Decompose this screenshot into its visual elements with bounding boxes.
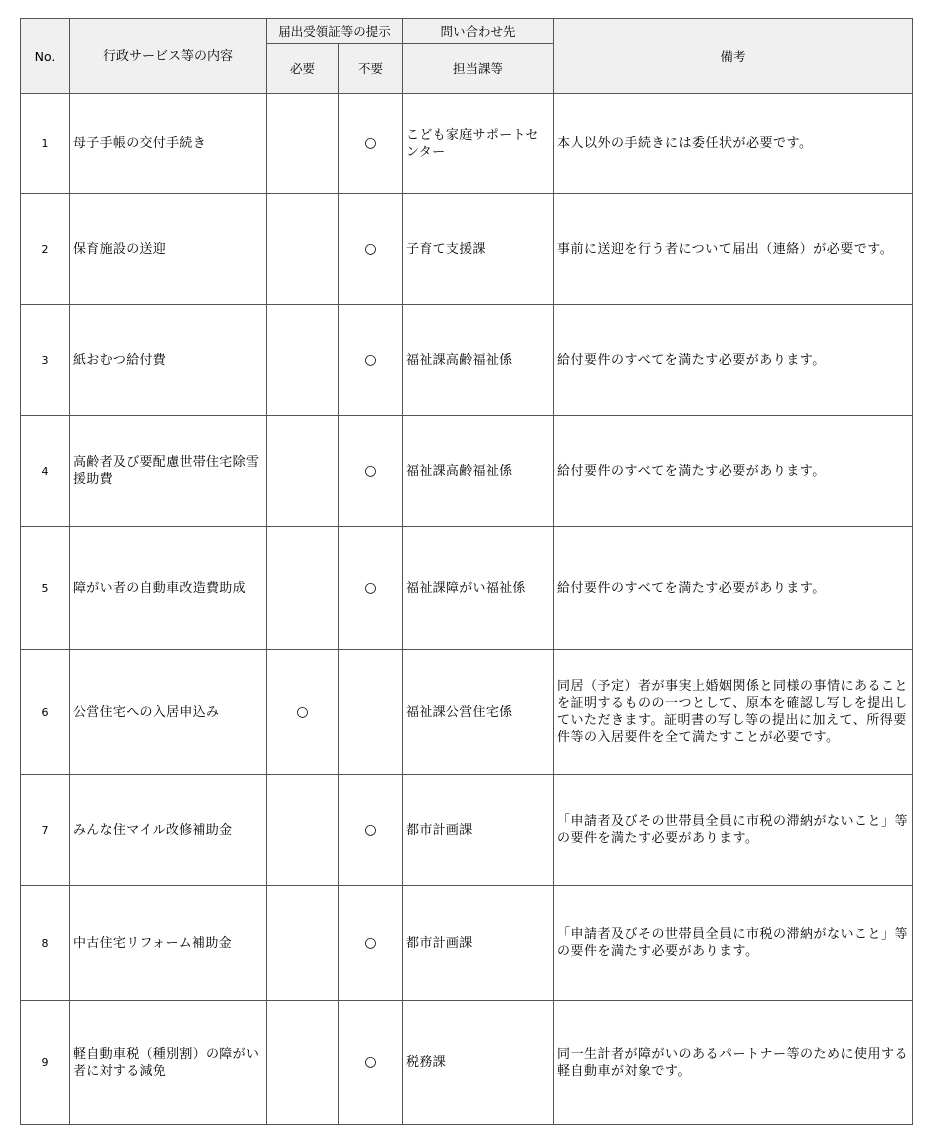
row-department: 福祉課高齢福祉係 <box>403 416 554 527</box>
row-required-mark <box>267 194 339 305</box>
row-no: 9 <box>21 1001 70 1125</box>
header-remarks: 備考 <box>554 19 913 94</box>
table-row <box>21 194 913 305</box>
row-service: 軽自動車税（種別割）の障がい者に対する減免 <box>70 1001 267 1125</box>
row-remarks: 事前に送迎を行う者について届出（連絡）が必要です。 <box>554 194 913 305</box>
row-no: 3 <box>21 305 70 416</box>
table-row <box>21 650 913 775</box>
row-department: 都市計画課 <box>403 775 554 886</box>
row-not-required-mark: ○ <box>339 305 403 416</box>
header-no: No. <box>21 19 70 94</box>
services-table <box>20 18 913 1125</box>
row-service: 中古住宅リフォーム補助金 <box>70 886 267 1001</box>
row-no: 5 <box>21 527 70 650</box>
row-required-mark <box>267 886 339 1001</box>
row-service: 障がい者の自動車改造費助成 <box>70 527 267 650</box>
row-remarks: 給付要件のすべてを満たす必要があります。 <box>554 527 913 650</box>
table-row <box>21 305 913 416</box>
row-required-mark: ○ <box>267 650 339 775</box>
row-service: 母子手帳の交付手続き <box>70 94 267 194</box>
row-not-required-mark: ○ <box>339 194 403 305</box>
row-remarks: 給付要件のすべてを満たす必要があります。 <box>554 416 913 527</box>
row-department: 福祉課障がい福祉係 <box>403 527 554 650</box>
header-service: 行政サービス等の内容 <box>70 19 267 94</box>
table-row <box>21 527 913 650</box>
row-required-mark <box>267 527 339 650</box>
row-not-required-mark: ○ <box>339 94 403 194</box>
row-not-required-mark: ○ <box>339 1001 403 1125</box>
row-department: こども家庭サポートセンター <box>403 94 554 194</box>
row-department: 福祉課高齢福祉係 <box>403 305 554 416</box>
row-department: 都市計画課 <box>403 886 554 1001</box>
row-required-mark <box>267 1001 339 1125</box>
row-remarks: 同居（予定）者が事実上婚姻関係と同様の事情にあることを証明するものの一つとして、原本を確認し写しを提出していただきます。証明書の写し等の提出に加えて、所得要件等の入居要件を全て満たすことが必要です。 <box>554 650 913 775</box>
row-service: 高齢者及び要配慮世帯住宅除雪援助費 <box>70 416 267 527</box>
row-no: 1 <box>21 94 70 194</box>
header-presentation-group: 届出受領証等の提示 <box>267 19 403 44</box>
row-service: 公営住宅への入居申込み <box>70 650 267 775</box>
table-row <box>21 416 913 527</box>
header-contact-group: 問い合わせ先 <box>403 19 554 44</box>
table-row <box>21 94 913 194</box>
row-no: 4 <box>21 416 70 527</box>
header-row-1 <box>21 19 913 44</box>
row-no: 8 <box>21 886 70 1001</box>
table-row <box>21 1001 913 1125</box>
table-row <box>21 886 913 1001</box>
row-required-mark <box>267 94 339 194</box>
row-service: 保育施設の送迎 <box>70 194 267 305</box>
row-remarks: 給付要件のすべてを満たす必要があります。 <box>554 305 913 416</box>
row-service: 紙おむつ給付費 <box>70 305 267 416</box>
header-department: 担当課等 <box>403 44 554 94</box>
row-department: 福祉課公営住宅係 <box>403 650 554 775</box>
row-required-mark <box>267 775 339 886</box>
row-department: 税務課 <box>403 1001 554 1125</box>
header-required: 必要 <box>267 44 339 94</box>
row-no: 6 <box>21 650 70 775</box>
row-service: みんな住マイル改修補助金 <box>70 775 267 886</box>
row-no: 7 <box>21 775 70 886</box>
table-row <box>21 775 913 886</box>
row-not-required-mark: ○ <box>339 527 403 650</box>
header-not-required: 不要 <box>339 44 403 94</box>
row-required-mark <box>267 416 339 527</box>
row-not-required-mark: ○ <box>339 775 403 886</box>
row-required-mark <box>267 305 339 416</box>
row-remarks: 「申請者及びその世帯員全員に市税の滞納がないこと」等の要件を満たす必要があります。 <box>554 886 913 1001</box>
row-not-required-mark: ○ <box>339 416 403 527</box>
row-remarks: 同一生計者が障がいのあるパートナー等のために使用する軽自動車が対象です。 <box>554 1001 913 1125</box>
row-remarks: 「申請者及びその世帯員全員に市税の滞納がないこと」等の要件を満たす必要があります。 <box>554 775 913 886</box>
row-no: 2 <box>21 194 70 305</box>
row-remarks: 本人以外の手続きには委任状が必要です。 <box>554 94 913 194</box>
row-not-required-mark <box>339 650 403 775</box>
row-not-required-mark: ○ <box>339 886 403 1001</box>
row-department: 子育て支援課 <box>403 194 554 305</box>
